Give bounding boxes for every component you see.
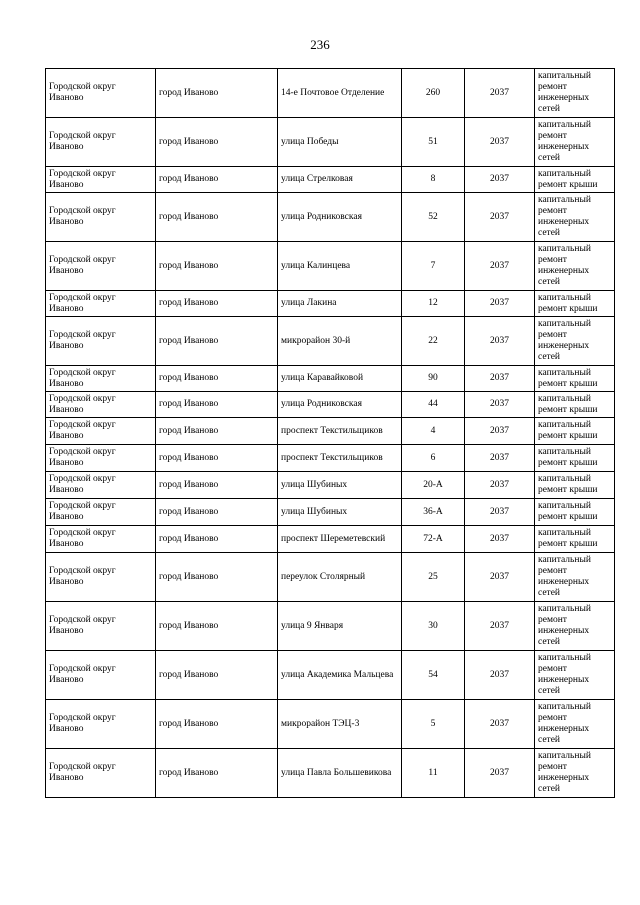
year-cell: 2037 (465, 366, 535, 392)
work-type-cell: капитальный ремонт крыши (535, 167, 615, 193)
year-cell: 2037 (465, 418, 535, 445)
year-cell: 2037 (465, 167, 535, 193)
street-cell: 14-е Почтовое Отделение (278, 69, 402, 118)
municipality-cell: Городской округ Иваново (46, 602, 156, 651)
work-type-cell: капитальный ремонт крыши (535, 366, 615, 392)
year-cell: 2037 (465, 553, 535, 602)
settlement-cell: город Иваново (156, 392, 278, 418)
work-type-cell: капитальный ремонт инженерных сетей (535, 651, 615, 700)
table-row (46, 700, 615, 749)
house-cell: 4 (402, 418, 465, 445)
settlement-cell: город Иваново (156, 700, 278, 749)
work-type-cell: капитальный ремонт инженерных сетей (535, 69, 615, 118)
settlement-cell: город Иваново (156, 499, 278, 526)
settlement-cell: город Иваново (156, 651, 278, 700)
work-type-cell: капитальный ремонт крыши (535, 418, 615, 445)
registry-table (45, 68, 615, 798)
house-cell: 20-А (402, 472, 465, 499)
house-cell: 51 (402, 118, 465, 167)
street-cell: улица Стрелковая (278, 167, 402, 193)
settlement-cell: город Иваново (156, 317, 278, 366)
work-type-cell: капитальный ремонт инженерных сетей (535, 749, 615, 798)
year-cell: 2037 (465, 291, 535, 317)
year-cell: 2037 (465, 749, 535, 798)
street-cell: улица Павла Большевикова (278, 749, 402, 798)
street-cell: проспект Текстильщиков (278, 418, 402, 445)
work-type-cell: капитальный ремонт крыши (535, 499, 615, 526)
settlement-cell: город Иваново (156, 242, 278, 291)
work-type-cell: капитальный ремонт инженерных сетей (535, 193, 615, 242)
house-cell: 44 (402, 392, 465, 418)
settlement-cell: город Иваново (156, 553, 278, 602)
street-cell: улица Шубиных (278, 499, 402, 526)
street-cell: улица Родниковская (278, 193, 402, 242)
street-cell: проспект Шереметевский (278, 526, 402, 553)
settlement-cell: город Иваново (156, 472, 278, 499)
municipality-cell: Городской округ Иваново (46, 445, 156, 472)
table-row (46, 499, 615, 526)
municipality-cell: Городской округ Иваново (46, 242, 156, 291)
municipality-cell: Городской округ Иваново (46, 700, 156, 749)
house-cell: 22 (402, 317, 465, 366)
work-type-cell: капитальный ремонт инженерных сетей (535, 118, 615, 167)
settlement-cell: город Иваново (156, 366, 278, 392)
table-row (46, 193, 615, 242)
settlement-cell: город Иваново (156, 602, 278, 651)
street-cell: микрорайон ТЭЦ-3 (278, 700, 402, 749)
table-row (46, 167, 615, 193)
settlement-cell: город Иваново (156, 418, 278, 445)
settlement-cell: город Иваново (156, 445, 278, 472)
municipality-cell: Городской округ Иваново (46, 749, 156, 798)
municipality-cell: Городской округ Иваново (46, 193, 156, 242)
house-cell: 90 (402, 366, 465, 392)
house-cell: 30 (402, 602, 465, 651)
table-row (46, 445, 615, 472)
municipality-cell: Городской округ Иваново (46, 553, 156, 602)
work-type-cell: капитальный ремонт инженерных сетей (535, 317, 615, 366)
street-cell: проспект Текстильщиков (278, 445, 402, 472)
table-row (46, 749, 615, 798)
municipality-cell: Городской округ Иваново (46, 291, 156, 317)
work-type-cell: капитальный ремонт крыши (535, 291, 615, 317)
table-row (46, 526, 615, 553)
street-cell: улица Калинцева (278, 242, 402, 291)
year-cell: 2037 (465, 602, 535, 651)
settlement-cell: город Иваново (156, 167, 278, 193)
street-cell: улица Лакина (278, 291, 402, 317)
house-cell: 72-А (402, 526, 465, 553)
municipality-cell: Городской округ Иваново (46, 366, 156, 392)
municipality-cell: Городской округ Иваново (46, 651, 156, 700)
work-type-cell: капитальный ремонт крыши (535, 445, 615, 472)
municipality-cell: Городской округ Иваново (46, 472, 156, 499)
table-row (46, 602, 615, 651)
table-row (46, 366, 615, 392)
settlement-cell: город Иваново (156, 526, 278, 553)
house-cell: 8 (402, 167, 465, 193)
house-cell: 7 (402, 242, 465, 291)
street-cell: улица Каравайковой (278, 366, 402, 392)
year-cell: 2037 (465, 69, 535, 118)
municipality-cell: Городской округ Иваново (46, 526, 156, 553)
house-cell: 5 (402, 700, 465, 749)
year-cell: 2037 (465, 242, 535, 291)
house-cell: 36-А (402, 499, 465, 526)
municipality-cell: Городской округ Иваново (46, 69, 156, 118)
house-cell: 6 (402, 445, 465, 472)
page-number: 236 (310, 37, 330, 52)
work-type-cell: капитальный ремонт крыши (535, 392, 615, 418)
work-type-cell: капитальный ремонт инженерных сетей (535, 553, 615, 602)
year-cell: 2037 (465, 193, 535, 242)
municipality-cell: Городской округ Иваново (46, 317, 156, 366)
table-row (46, 317, 615, 366)
year-cell: 2037 (465, 526, 535, 553)
street-cell: улица Родниковская (278, 392, 402, 418)
house-cell: 52 (402, 193, 465, 242)
year-cell: 2037 (465, 700, 535, 749)
table-row (46, 291, 615, 317)
house-cell: 54 (402, 651, 465, 700)
table-row (46, 651, 615, 700)
table-row (46, 553, 615, 602)
table-row (46, 118, 615, 167)
settlement-cell: город Иваново (156, 749, 278, 798)
house-cell: 11 (402, 749, 465, 798)
street-cell: микрорайон 30-й (278, 317, 402, 366)
table-row (46, 69, 615, 118)
year-cell: 2037 (465, 317, 535, 366)
settlement-cell: город Иваново (156, 69, 278, 118)
table-row (46, 472, 615, 499)
street-cell: улица Шубиных (278, 472, 402, 499)
municipality-cell: Городской округ Иваново (46, 392, 156, 418)
table-row (46, 392, 615, 418)
municipality-cell: Городской округ Иваново (46, 418, 156, 445)
table-row (46, 418, 615, 445)
year-cell: 2037 (465, 392, 535, 418)
house-cell: 12 (402, 291, 465, 317)
municipality-cell: Городской округ Иваново (46, 167, 156, 193)
work-type-cell: капитальный ремонт крыши (535, 472, 615, 499)
year-cell: 2037 (465, 445, 535, 472)
settlement-cell: город Иваново (156, 193, 278, 242)
settlement-cell: город Иваново (156, 118, 278, 167)
table-row (46, 242, 615, 291)
house-cell: 260 (402, 69, 465, 118)
work-type-cell: капитальный ремонт инженерных сетей (535, 602, 615, 651)
year-cell: 2037 (465, 118, 535, 167)
street-cell: улица 9 Января (278, 602, 402, 651)
settlement-cell: город Иваново (156, 291, 278, 317)
street-cell: улица Победы (278, 118, 402, 167)
work-type-cell: капитальный ремонт инженерных сетей (535, 242, 615, 291)
work-type-cell: капитальный ремонт крыши (535, 526, 615, 553)
municipality-cell: Городской округ Иваново (46, 118, 156, 167)
year-cell: 2037 (465, 651, 535, 700)
year-cell: 2037 (465, 499, 535, 526)
street-cell: переулок Столярный (278, 553, 402, 602)
municipality-cell: Городской округ Иваново (46, 499, 156, 526)
work-type-cell: капитальный ремонт инженерных сетей (535, 700, 615, 749)
year-cell: 2037 (465, 472, 535, 499)
street-cell: улица Академика Мальцева (278, 651, 402, 700)
house-cell: 25 (402, 553, 465, 602)
